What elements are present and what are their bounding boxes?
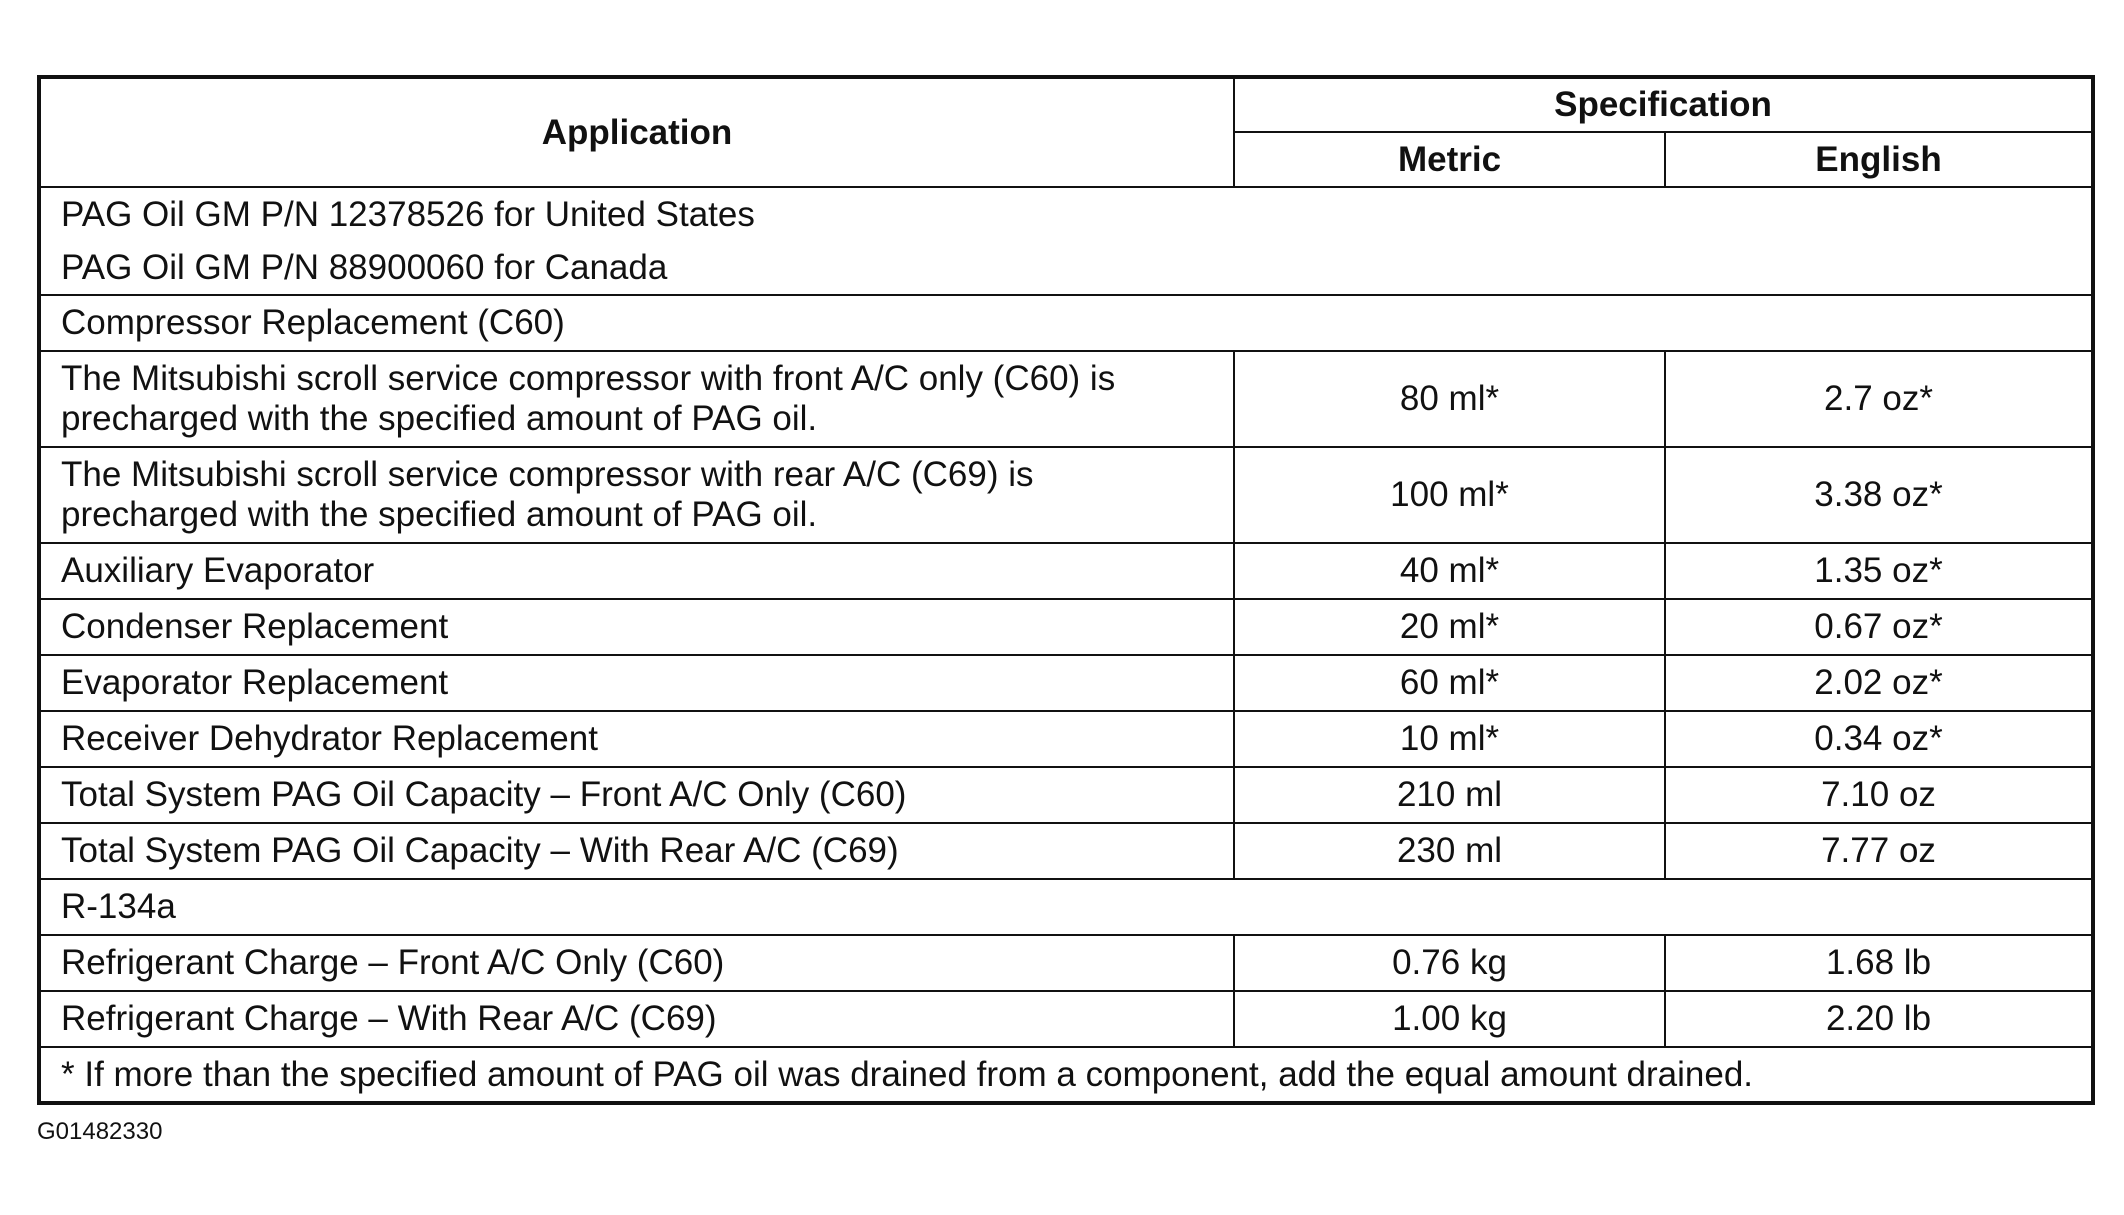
table-row [39, 935, 2093, 991]
section-row-refrigerant [39, 879, 2093, 935]
table-row [39, 823, 2093, 879]
row-application: Condenser Replacement [39, 599, 1234, 655]
footnote: * If more than the specified amount of PAG oil was drained from a component, add the equal amount drained. [39, 1047, 2093, 1103]
header-specification: Specification [1234, 77, 2093, 132]
row-english: 3.38 oz* [1665, 447, 2093, 543]
row-metric: 80 ml* [1234, 351, 1665, 447]
row-english: 2.7 oz* [1665, 351, 2093, 447]
row-metric: 100 ml* [1234, 447, 1665, 543]
row-metric: 230 ml [1234, 823, 1665, 879]
row-english: 1.35 oz* [1665, 543, 2093, 599]
part-numbers-cell [39, 187, 2093, 295]
row-metric: 210 ml [1234, 767, 1665, 823]
header-application: Application [39, 77, 1234, 187]
row-metric: 40 ml* [1234, 543, 1665, 599]
table-row [39, 543, 2093, 599]
table-row [39, 447, 2093, 543]
row-english: 2.20 lb [1665, 991, 2093, 1047]
row-application: Refrigerant Charge – With Rear A/C (C69) [39, 991, 1234, 1047]
table-row [39, 599, 2093, 655]
table-row [39, 991, 2093, 1047]
table-row [39, 767, 2093, 823]
table-row [39, 711, 2093, 767]
row-english: 2.02 oz* [1665, 655, 2093, 711]
figure-id: G01482330 [37, 1118, 163, 1145]
row-metric: 10 ml* [1234, 711, 1665, 767]
row-english: 0.34 oz* [1665, 711, 2093, 767]
header-english: English [1665, 132, 2093, 187]
row-metric: 1.00 kg [1234, 991, 1665, 1047]
section-row-compressor [39, 295, 2093, 351]
row-application: Evaporator Replacement [39, 655, 1234, 711]
row-english: 0.67 oz* [1665, 599, 2093, 655]
row-application: Receiver Dehydrator Replacement [39, 711, 1234, 767]
part-numbers-row [39, 187, 2093, 295]
part-number-us: PAG Oil GM P/N 12378526 for United States [61, 195, 755, 234]
row-english: 7.77 oz [1665, 823, 2093, 879]
row-english: 1.68 lb [1665, 935, 2093, 991]
row-application: Auxiliary Evaporator [39, 543, 1234, 599]
section-label-compressor: Compressor Replacement (C60) [39, 295, 2093, 351]
header-row-1 [39, 77, 2093, 132]
table-row [39, 351, 2093, 447]
row-metric: 20 ml* [1234, 599, 1665, 655]
part-number-canada: PAG Oil GM P/N 88900060 for Canada [61, 248, 668, 287]
row-metric: 60 ml* [1234, 655, 1665, 711]
row-english: 7.10 oz [1665, 767, 2093, 823]
footnote-row [39, 1047, 2093, 1103]
row-application: The Mitsubishi scroll service compressor with rear A/C (C69) is precharged with the specified amount of PAG oil. [39, 447, 1234, 543]
section-label-refrigerant: R-134a [39, 879, 2093, 935]
row-application: Refrigerant Charge – Front A/C Only (C60) [39, 935, 1234, 991]
row-metric: 0.76 kg [1234, 935, 1665, 991]
table-row [39, 655, 2093, 711]
row-application: Total System PAG Oil Capacity – Front A/C Only (C60) [39, 767, 1234, 823]
pag-oil-spec-table [37, 75, 2095, 1105]
row-application: The Mitsubishi scroll service compressor with front A/C only (C60) is precharged with the specified amount of PAG oil. [39, 351, 1234, 447]
row-application: Total System PAG Oil Capacity – With Rear A/C (C69) [39, 823, 1234, 879]
header-metric: Metric [1234, 132, 1665, 187]
